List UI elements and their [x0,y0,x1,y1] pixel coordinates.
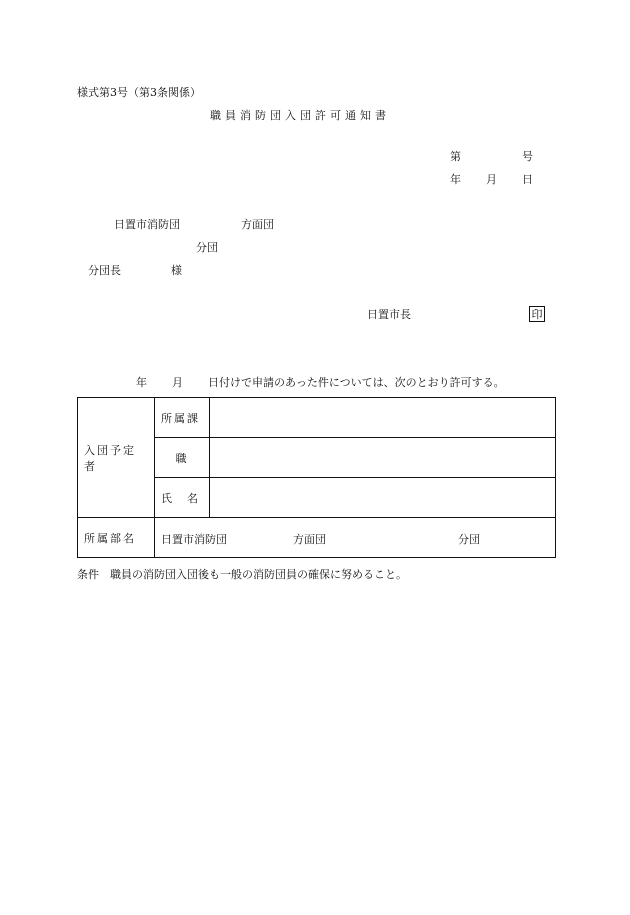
body-text: 日付けで申請のあった件については、次のとおり許可する。 [208,376,505,389]
condition-text: 条件 職員の消防団入団後も一般の消防団員の確保に努めること。 [77,568,407,581]
date-day: 日 [522,173,533,186]
row-value-name[interactable] [210,478,556,518]
affiliation-branch: 分団 [458,533,480,546]
body-month: 月 [172,376,183,389]
addressee-chief: 分団長 [88,264,121,277]
form-number: 様式第3号（第3条関係） [77,86,201,99]
date-month: 月 [486,173,497,186]
affiliation-corps: 日置市消防団 [161,533,227,546]
row-value-position[interactable] [210,438,556,478]
addressee-corps: 日置市消防団 [114,218,180,231]
seal-mark: 印 [529,306,545,322]
table-row [78,398,556,438]
row-label-position: 職 [155,438,210,478]
applicant-header: 入団予定者 [78,398,155,518]
date-year: 年 [450,173,461,186]
affiliation-district: 方面団 [293,533,326,546]
affiliation-value[interactable] [155,518,556,558]
application-table [77,397,556,558]
body-year: 年 [136,376,147,389]
affiliation-header: 所属部名 [78,518,155,558]
row-label-name: 氏 名 [155,478,210,518]
table-row [78,518,556,558]
sender-title: 日置市長 [367,308,411,321]
row-label-department: 所属課 [155,398,210,438]
addressee-honorific: 様 [171,264,182,277]
doc-number-suffix: 号 [522,150,533,163]
addressee-branch: 分団 [196,241,218,254]
document-title: 職員消防団入団許可通知書 [210,109,390,122]
addressee-district: 方面団 [241,218,274,231]
row-value-department[interactable] [210,398,556,438]
doc-number-prefix: 第 [450,150,461,163]
